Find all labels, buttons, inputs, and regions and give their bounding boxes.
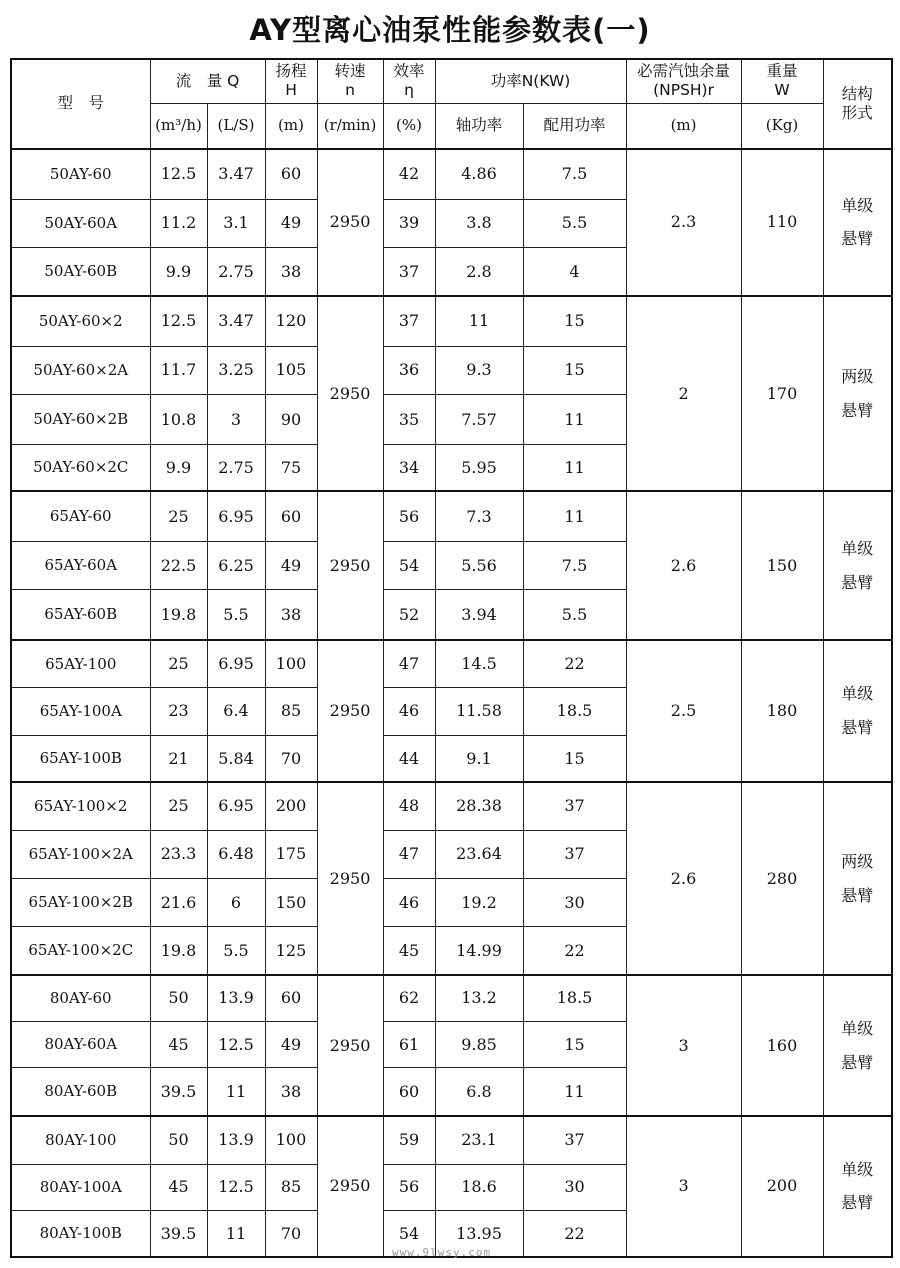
efficiency-cell: 54 (383, 1211, 435, 1257)
structure-cell: 单级 悬臂 (823, 640, 892, 782)
motor-power-cell: 22 (523, 1211, 626, 1257)
flow-m3h-cell: 19.8 (150, 927, 207, 975)
motor-power-cell: 22 (523, 927, 626, 975)
motor-power-cell: 4 (523, 248, 626, 296)
efficiency-cell: 56 (383, 1164, 435, 1210)
motor-power-cell: 18.5 (523, 975, 626, 1021)
head-cell: 150 (265, 879, 317, 927)
shaft-power-cell: 14.5 (435, 640, 523, 687)
shaft-power-cell: 11 (435, 296, 523, 346)
flow-ls-cell: 6.25 (207, 541, 265, 589)
flow-ls-cell: 3.25 (207, 346, 265, 394)
motor-power-cell: 11 (523, 491, 626, 541)
shaft-power-cell: 9.85 (435, 1021, 523, 1067)
npsh-cell: 2.5 (626, 640, 741, 782)
flow-m3h-cell: 23 (150, 687, 207, 735)
shaft-power-cell: 19.2 (435, 879, 523, 927)
efficiency-cell: 48 (383, 782, 435, 830)
efficiency-cell: 45 (383, 927, 435, 975)
flow-m3h-cell: 23.3 (150, 830, 207, 878)
model-cell: 80AY-60A (11, 1021, 150, 1067)
model-cell: 65AY-100×2B (11, 879, 150, 927)
model-cell: 65AY-60 (11, 491, 150, 541)
table-row (11, 975, 892, 1021)
npsh-cell: 2.3 (626, 149, 741, 296)
efficiency-cell: 34 (383, 445, 435, 491)
motor-power-cell: 22 (523, 640, 626, 687)
efficiency-cell: 56 (383, 491, 435, 541)
table-body (11, 149, 892, 1257)
table-row (11, 491, 892, 541)
performance-table (10, 58, 893, 1258)
head-cell: 100 (265, 640, 317, 687)
flow-m3h-cell: 21 (150, 736, 207, 782)
table-row (11, 1116, 892, 1164)
flow-ls-cell: 11 (207, 1068, 265, 1116)
weight-cell: 200 (741, 1116, 823, 1257)
header-npsh-unit: (m) (626, 103, 741, 149)
model-cell: 50AY-60×2C (11, 445, 150, 491)
weight-cell: 110 (741, 149, 823, 296)
flow-m3h-cell: 22.5 (150, 541, 207, 589)
shaft-power-cell: 2.8 (435, 248, 523, 296)
motor-power-cell: 37 (523, 1116, 626, 1164)
model-cell: 50AY-60 (11, 149, 150, 199)
npsh-cell: 3 (626, 1116, 741, 1257)
shaft-power-cell: 13.95 (435, 1211, 523, 1257)
flow-ls-cell: 5.5 (207, 590, 265, 640)
flow-m3h-cell: 25 (150, 491, 207, 541)
header-weight: 重量 W (741, 59, 823, 103)
efficiency-cell: 44 (383, 736, 435, 782)
header-model: 型 号 (11, 59, 150, 149)
flow-ls-cell: 3.1 (207, 199, 265, 247)
shaft-power-cell: 5.56 (435, 541, 523, 589)
shaft-power-cell: 3.8 (435, 199, 523, 247)
motor-power-cell: 5.5 (523, 590, 626, 640)
flow-m3h-cell: 39.5 (150, 1068, 207, 1116)
flow-ls-cell: 2.75 (207, 445, 265, 491)
shaft-power-cell: 28.38 (435, 782, 523, 830)
shaft-power-cell: 9.1 (435, 736, 523, 782)
flow-m3h-cell: 11.7 (150, 346, 207, 394)
shaft-power-cell: 23.1 (435, 1116, 523, 1164)
shaft-power-cell: 6.8 (435, 1068, 523, 1116)
model-cell: 65AY-100 (11, 640, 150, 687)
shaft-power-cell: 4.86 (435, 149, 523, 199)
motor-power-cell: 15 (523, 1021, 626, 1067)
shaft-power-cell: 23.64 (435, 830, 523, 878)
efficiency-cell: 52 (383, 590, 435, 640)
shaft-power-cell: 3.94 (435, 590, 523, 640)
flow-m3h-cell: 10.8 (150, 395, 207, 445)
shaft-power-cell: 9.3 (435, 346, 523, 394)
motor-power-cell: 30 (523, 879, 626, 927)
head-cell: 60 (265, 975, 317, 1021)
weight-cell: 150 (741, 491, 823, 640)
head-cell: 105 (265, 346, 317, 394)
watermark: www.9lwsy.com (392, 1246, 492, 1259)
motor-power-cell: 15 (523, 346, 626, 394)
model-cell: 80AY-100B (11, 1211, 150, 1257)
head-cell: 125 (265, 927, 317, 975)
efficiency-cell: 59 (383, 1116, 435, 1164)
header-head: 扬程 H (265, 59, 317, 103)
motor-power-cell: 11 (523, 445, 626, 491)
model-cell: 50AY-60×2A (11, 346, 150, 394)
flow-m3h-cell: 25 (150, 782, 207, 830)
model-cell: 50AY-60B (11, 248, 150, 296)
shaft-power-cell: 13.2 (435, 975, 523, 1021)
head-cell: 60 (265, 491, 317, 541)
motor-power-cell: 11 (523, 395, 626, 445)
weight-cell: 160 (741, 975, 823, 1116)
flow-m3h-cell: 25 (150, 640, 207, 687)
flow-m3h-cell: 12.5 (150, 296, 207, 346)
head-cell: 49 (265, 199, 317, 247)
header-efficiency: 效率 η (383, 59, 435, 103)
efficiency-cell: 62 (383, 975, 435, 1021)
flow-m3h-cell: 9.9 (150, 248, 207, 296)
flow-ls-cell: 13.9 (207, 1116, 265, 1164)
efficiency-cell: 42 (383, 149, 435, 199)
weight-cell: 170 (741, 296, 823, 491)
header-weight-unit: (Kg) (741, 103, 823, 149)
flow-ls-cell: 3.47 (207, 149, 265, 199)
shaft-power-cell: 7.3 (435, 491, 523, 541)
motor-power-cell: 15 (523, 296, 626, 346)
efficiency-cell: 54 (383, 541, 435, 589)
efficiency-cell: 35 (383, 395, 435, 445)
weight-cell: 280 (741, 782, 823, 975)
head-cell: 70 (265, 736, 317, 782)
table-row (11, 296, 892, 346)
flow-ls-cell: 6.48 (207, 830, 265, 878)
flow-ls-cell: 5.84 (207, 736, 265, 782)
head-cell: 200 (265, 782, 317, 830)
motor-power-cell: 37 (523, 782, 626, 830)
shaft-power-cell: 11.58 (435, 687, 523, 735)
speed-cell: 2950 (317, 149, 383, 296)
efficiency-cell: 37 (383, 248, 435, 296)
table-header (11, 59, 892, 149)
model-cell: 65AY-60A (11, 541, 150, 589)
flow-ls-cell: 3.47 (207, 296, 265, 346)
flow-ls-cell: 3 (207, 395, 265, 445)
model-cell: 80AY-100A (11, 1164, 150, 1210)
head-cell: 70 (265, 1211, 317, 1257)
structure-cell: 单级 悬臂 (823, 491, 892, 640)
flow-m3h-cell: 11.2 (150, 199, 207, 247)
flow-m3h-cell: 12.5 (150, 149, 207, 199)
flow-m3h-cell: 50 (150, 975, 207, 1021)
speed-cell: 2950 (317, 782, 383, 975)
motor-power-cell: 5.5 (523, 199, 626, 247)
efficiency-cell: 61 (383, 1021, 435, 1067)
head-cell: 75 (265, 445, 317, 491)
motor-power-cell: 7.5 (523, 541, 626, 589)
structure-cell: 两级 悬臂 (823, 296, 892, 491)
npsh-cell: 2.6 (626, 782, 741, 975)
speed-cell: 2950 (317, 1116, 383, 1257)
flow-ls-cell: 6.4 (207, 687, 265, 735)
table-row (11, 640, 892, 687)
table-row (11, 149, 892, 199)
flow-ls-cell: 12.5 (207, 1021, 265, 1067)
efficiency-cell: 37 (383, 296, 435, 346)
header-head-unit: (m) (265, 103, 317, 149)
flow-ls-cell: 2.75 (207, 248, 265, 296)
model-cell: 80AY-60B (11, 1068, 150, 1116)
flow-ls-cell: 13.9 (207, 975, 265, 1021)
header-flow: 流 量 Q (150, 59, 265, 103)
motor-power-cell: 18.5 (523, 687, 626, 735)
head-cell: 38 (265, 590, 317, 640)
flow-ls-cell: 6.95 (207, 782, 265, 830)
header-shaft-power: 轴功率 (435, 103, 523, 149)
flow-ls-cell: 6.95 (207, 640, 265, 687)
speed-cell: 2950 (317, 296, 383, 491)
speed-cell: 2950 (317, 491, 383, 640)
shaft-power-cell: 18.6 (435, 1164, 523, 1210)
flow-m3h-cell: 19.8 (150, 590, 207, 640)
model-cell: 50AY-60×2B (11, 395, 150, 445)
flow-m3h-cell: 45 (150, 1164, 207, 1210)
head-cell: 175 (265, 830, 317, 878)
head-cell: 85 (265, 1164, 317, 1210)
header-speed-unit: (r/min) (317, 103, 383, 149)
header-speed: 转速 n (317, 59, 383, 103)
shaft-power-cell: 7.57 (435, 395, 523, 445)
efficiency-cell: 47 (383, 830, 435, 878)
structure-cell: 单级 悬臂 (823, 149, 892, 296)
structure-cell: 单级 悬臂 (823, 1116, 892, 1257)
head-cell: 49 (265, 1021, 317, 1067)
model-cell: 65AY-100×2A (11, 830, 150, 878)
head-cell: 90 (265, 395, 317, 445)
flow-ls-cell: 5.5 (207, 927, 265, 975)
flow-ls-cell: 6 (207, 879, 265, 927)
head-cell: 60 (265, 149, 317, 199)
npsh-cell: 2 (626, 296, 741, 491)
head-cell: 120 (265, 296, 317, 346)
efficiency-cell: 36 (383, 346, 435, 394)
efficiency-cell: 46 (383, 879, 435, 927)
header-efficiency-unit: (%) (383, 103, 435, 149)
model-cell: 65AY-60B (11, 590, 150, 640)
flow-m3h-cell: 21.6 (150, 879, 207, 927)
npsh-cell: 2.6 (626, 491, 741, 640)
flow-m3h-cell: 39.5 (150, 1211, 207, 1257)
efficiency-cell: 46 (383, 687, 435, 735)
model-cell: 65AY-100×2C (11, 927, 150, 975)
head-cell: 49 (265, 541, 317, 589)
efficiency-cell: 60 (383, 1068, 435, 1116)
efficiency-cell: 47 (383, 640, 435, 687)
motor-power-cell: 11 (523, 1068, 626, 1116)
flow-m3h-cell: 50 (150, 1116, 207, 1164)
motor-power-cell: 7.5 (523, 149, 626, 199)
header-motor-power: 配用功率 (523, 103, 626, 149)
flow-ls-cell: 6.95 (207, 491, 265, 541)
model-cell: 65AY-100B (11, 736, 150, 782)
speed-cell: 2950 (317, 975, 383, 1116)
speed-cell: 2950 (317, 640, 383, 782)
shaft-power-cell: 14.99 (435, 927, 523, 975)
shaft-power-cell: 5.95 (435, 445, 523, 491)
model-cell: 65AY-100A (11, 687, 150, 735)
weight-cell: 180 (741, 640, 823, 782)
model-cell: 80AY-100 (11, 1116, 150, 1164)
flow-m3h-cell: 9.9 (150, 445, 207, 491)
model-cell: 50AY-60×2 (11, 296, 150, 346)
model-cell: 50AY-60A (11, 199, 150, 247)
model-cell: 65AY-100×2 (11, 782, 150, 830)
head-cell: 38 (265, 1068, 317, 1116)
flow-ls-cell: 12.5 (207, 1164, 265, 1210)
header-structure: 结构 形式 (823, 59, 892, 149)
npsh-cell: 3 (626, 975, 741, 1116)
head-cell: 100 (265, 1116, 317, 1164)
header-flow-unit-ls: (L/S) (207, 103, 265, 149)
flow-m3h-cell: 45 (150, 1021, 207, 1067)
efficiency-cell: 39 (383, 199, 435, 247)
model-cell: 80AY-60 (11, 975, 150, 1021)
motor-power-cell: 15 (523, 736, 626, 782)
flow-ls-cell: 11 (207, 1211, 265, 1257)
head-cell: 85 (265, 687, 317, 735)
structure-cell: 两级 悬臂 (823, 782, 892, 975)
header-flow-unit-m3h: (m³/h) (150, 103, 207, 149)
table-row (11, 782, 892, 830)
head-cell: 38 (265, 248, 317, 296)
header-power: 功率N(KW) (435, 59, 626, 103)
structure-cell: 单级 悬臂 (823, 975, 892, 1116)
page-title: AY型离心油泵性能参数表(一) (249, 13, 651, 47)
header-npsh: 必需汽蚀余量 (NPSH)r (626, 59, 741, 103)
motor-power-cell: 30 (523, 1164, 626, 1210)
motor-power-cell: 37 (523, 830, 626, 878)
